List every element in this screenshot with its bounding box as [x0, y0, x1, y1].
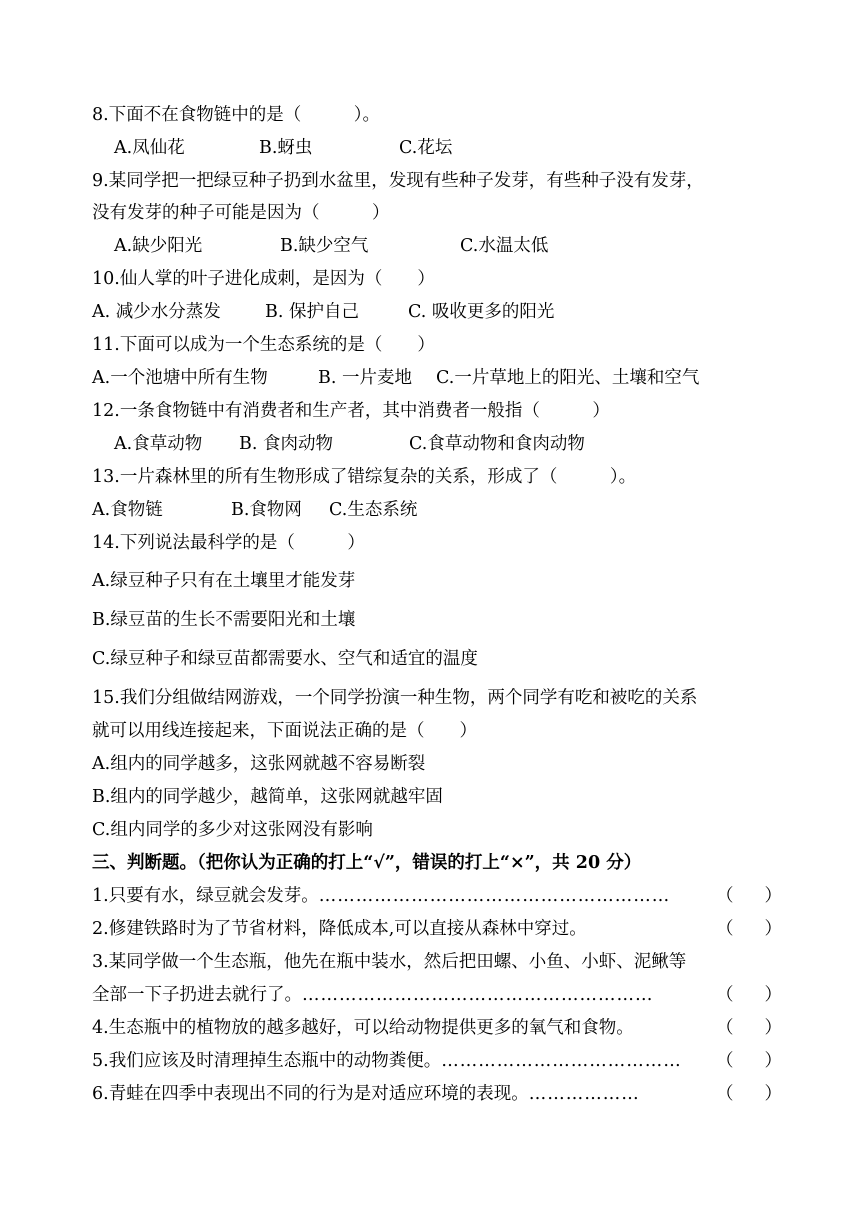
option: A.一个池塘中所有生物 — [92, 368, 268, 388]
question-15-stem-line1: 15.我们分组做结网游戏，一个同学扮演一种生物，两个同学有吃和被吃的关系 — [92, 688, 698, 708]
option: B. 保护自己 — [265, 302, 359, 322]
answer-blank: （ ） — [716, 1084, 782, 1104]
option: C.水温太低 — [460, 236, 549, 256]
question-8-options — [114, 136, 804, 160]
judge-item-text: 2.修建铁路时为了节省材料，降低成本,可以直接从森林中穿过。 — [92, 919, 587, 939]
answer-blank: （ ） — [716, 919, 782, 939]
question-14-option-c: C.绿豆种子和绿豆苗都需要水、空气和适宜的温度 — [92, 649, 478, 669]
question-13-options — [92, 498, 782, 522]
answer-blank: （ ） — [716, 886, 782, 906]
judge-item-text: 全部一下子扔进去就行了。 — [92, 985, 302, 1005]
question-10-stem: 10.仙人掌的叶子进化成刺，是因为（ ） — [92, 269, 435, 289]
question-10-options — [92, 300, 782, 324]
section-3-heading: 三、判断题。（把你认为正确的打上“√”，错误的打上“×”，共 20 分） — [92, 853, 642, 873]
option: C.一片草地上的阳光、土壤和空气 — [436, 368, 700, 388]
leader-dots: ……………… — [528, 1084, 640, 1104]
judge-item-3-line1: 3.某同学做一个生态瓶，他先在瓶中装水，然后把田螺、小鱼、小虾、泥鳅等 — [92, 952, 687, 972]
option: A.缺少阳光 — [114, 236, 203, 256]
judge-item-text: 5.我们应该及时清理掉生态瓶中的动物粪便。 — [92, 1051, 442, 1071]
option: B.蚜虫 — [259, 138, 313, 158]
question-14-stem: 14.下列说法最科学的是（ ） — [92, 533, 365, 553]
option: A.食草动物 — [114, 434, 203, 454]
option: C.生态系统 — [329, 500, 418, 520]
question-15-option-b: B.组内的同学越少，越简单，这张网就越牢固 — [92, 787, 443, 807]
judge-item-4 — [92, 1016, 782, 1040]
judge-item-3 — [92, 983, 782, 1007]
option: A.食物链 — [92, 500, 163, 520]
answer-blank: （ ） — [716, 985, 782, 1005]
question-15-stem-line2: 就可以用线连接起来，下面说法正确的是（ ） — [92, 721, 477, 741]
question-9-stem-line1: 9.某同学把一把绿豆种子扔到水盆里，发现有些种子发芽，有些种子没有发芽， — [92, 171, 704, 191]
option: C. 吸收更多的阳光 — [408, 302, 555, 322]
option: B.食物网 — [231, 500, 302, 520]
judge-item-5 — [92, 1049, 782, 1073]
leader-dots: ………………………………………………… — [318, 886, 671, 906]
judge-item-2 — [92, 917, 782, 941]
question-15-option-c: C.组内同学的多少对这张网没有影响 — [92, 820, 373, 840]
leader-dots: ………………………………… — [441, 1051, 682, 1071]
judge-item-6 — [92, 1082, 782, 1106]
question-11-stem: 11.下面可以成为一个生态系统的是（ ） — [92, 335, 435, 355]
answer-blank: （ ） — [716, 1051, 782, 1071]
leader-dots: ………………………………………………… — [302, 985, 654, 1005]
answer-blank: （ ） — [716, 1018, 782, 1038]
question-14-option-a: A.绿豆种子只有在土壤里才能发芽 — [92, 571, 356, 591]
option: A. 减少水分蒸发 — [92, 302, 221, 322]
question-8-stem: 8.下面不在食物链中的是（ ）。 — [92, 105, 380, 125]
option: A.凤仙花 — [114, 138, 185, 158]
option: C.食草动物和食肉动物 — [409, 434, 585, 454]
question-15-option-a: A.组内的同学越多，这张网就越不容易断裂 — [92, 754, 426, 774]
question-9-stem-line2: 没有发芽的种子可能是因为（ ） — [92, 203, 390, 223]
option: B. 一片麦地 — [318, 368, 412, 388]
question-11-options — [92, 366, 782, 390]
question-9-options — [114, 234, 804, 258]
option: B. 食肉动物 — [239, 434, 333, 454]
judge-item-text: 4.生态瓶中的植物放的越多越好，可以给动物提供更多的氧气和食物。 — [92, 1018, 634, 1038]
option: C.花坛 — [399, 138, 453, 158]
option: B.缺少空气 — [280, 236, 369, 256]
question-12-stem: 12.一条食物链中有消费者和生产者，其中消费者一般指（ ） — [92, 401, 610, 421]
judge-item-text: 6.青蛙在四季中表现出不同的行为是对适应环境的表现。 — [92, 1084, 529, 1104]
question-14-option-b: B.绿豆苗的生长不需要阳光和土壤 — [92, 610, 356, 630]
judge-item-1 — [92, 884, 782, 908]
judge-item-text: 1.只要有水，绿豆就会发芽。 — [92, 886, 319, 906]
question-12-options — [114, 432, 804, 456]
question-13-stem: 13.一片森林里的所有生物形成了错综复杂的关系，形成了（ ）。 — [92, 467, 637, 487]
